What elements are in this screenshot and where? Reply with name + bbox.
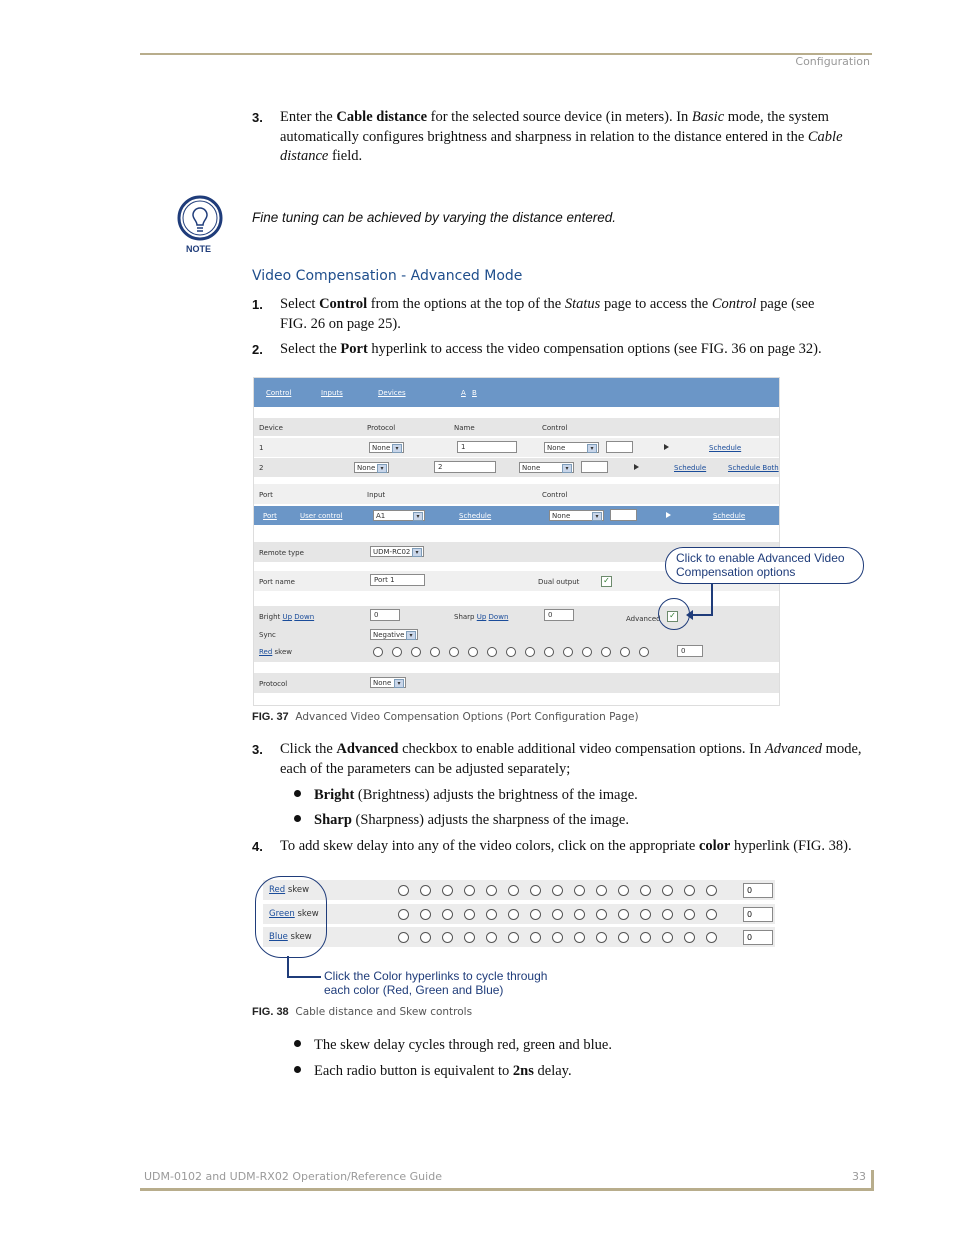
skew-radio[interactable] — [662, 885, 673, 896]
step-3-text: Enter the Cable distance for the selected source device (in meters). In Basic mode, the system automatically configures brightness and sharpness in relation to the distance entered in the Cable distance field. — [280, 109, 843, 164]
footer-title: UDM-0102 and UDM-RX02 Operation/Reference Guide — [144, 1170, 442, 1183]
skew-radio[interactable] — [530, 909, 541, 920]
chevron-down-icon: ▾ — [587, 444, 597, 453]
skew-label: Red skew — [269, 885, 310, 895]
skew-radio[interactable] — [574, 885, 585, 896]
skew-radio[interactable] — [544, 647, 554, 657]
skew-radio[interactable] — [662, 909, 673, 920]
skew-radio[interactable] — [582, 647, 592, 657]
chevron-down-icon: ▾ — [562, 464, 572, 473]
chevron-down-icon: ▾ — [413, 512, 423, 521]
skew-radio[interactable] — [398, 909, 409, 920]
bright-sharp-row — [254, 606, 779, 626]
device-name-input[interactable]: 1 — [457, 441, 517, 453]
device-name-input[interactable]: 2 — [434, 461, 496, 473]
blue-link[interactable]: Blue — [269, 932, 288, 942]
note-icon-label: NOTE — [186, 244, 212, 254]
skew-radio[interactable] — [430, 647, 440, 657]
sharp-label: Sharp Up Down — [454, 613, 509, 621]
skew-radio[interactable] — [596, 932, 607, 943]
skew-label: Green skew — [269, 909, 319, 919]
protocol-select[interactable]: None ▾ — [369, 442, 404, 453]
skew-radio[interactable] — [640, 909, 651, 920]
remote-type-select[interactable]: UDM-RC02 ▾ — [370, 546, 424, 557]
skew-radio[interactable] — [684, 885, 695, 896]
skew-radio[interactable] — [620, 647, 630, 657]
skew-radio[interactable] — [442, 932, 453, 943]
skew-radio[interactable] — [552, 885, 563, 896]
step-number: 1. — [252, 297, 263, 312]
arrow-left-icon — [686, 610, 693, 620]
col-name: Name — [454, 424, 475, 432]
callout-connector — [711, 583, 713, 615]
bullet-item: Bright (Brightness) adjusts the brightness of the image. — [294, 786, 638, 805]
skew-radio[interactable] — [392, 647, 402, 657]
skew-radio[interactable] — [684, 932, 695, 943]
device-id: 1 — [259, 444, 264, 452]
skew-radio[interactable] — [486, 909, 497, 920]
skew-radio[interactable] — [530, 932, 541, 943]
skew-radio[interactable] — [530, 885, 541, 896]
skew-row-red — [263, 880, 775, 901]
control-value-input[interactable] — [581, 461, 608, 473]
schedule-both-link[interactable]: Schedule Both — [728, 464, 779, 472]
step-2-text: Select the Port hyperlink to access the video compensation options (see FIG. 36 on page 32). — [280, 341, 822, 357]
nav-inputs-link[interactable]: Inputs — [321, 389, 343, 397]
protocol-label: Protocol — [259, 680, 288, 688]
device-row — [254, 458, 779, 477]
protocol-row — [254, 673, 779, 693]
skew-radio[interactable] — [684, 909, 695, 920]
skew-radio[interactable] — [552, 932, 563, 943]
skew-row-green — [263, 904, 775, 925]
skew-radio[interactable] — [486, 932, 497, 943]
input-select[interactable]: A1 ▾ — [373, 510, 425, 521]
skew-radio[interactable] — [464, 932, 475, 943]
chevron-down-icon: ▾ — [412, 548, 422, 557]
skew-radio[interactable] — [618, 909, 629, 920]
port-link[interactable]: Port — [263, 512, 277, 520]
skew-row-blue — [263, 927, 775, 948]
chevron-down-icon: ▾ — [406, 631, 416, 640]
sync-row — [254, 626, 779, 643]
nav-control-link[interactable]: Control — [266, 389, 292, 397]
col-device: Device — [259, 424, 283, 432]
port-header-row — [254, 484, 779, 504]
note-text: Fine tuning can be achieved by varying the distance entered. — [252, 210, 616, 225]
skew-radio[interactable] — [449, 647, 459, 657]
nav-b-link[interactable]: B — [472, 389, 477, 397]
bright-up-link[interactable]: Up — [282, 613, 293, 621]
skew-radio[interactable] — [508, 932, 519, 943]
advanced-callout: Click to enable Advanced Video Compensation options — [665, 547, 864, 584]
skew-radio[interactable] — [420, 909, 431, 920]
chevron-down-icon: ▾ — [392, 444, 402, 453]
sharp-down-link[interactable]: Down — [488, 613, 509, 621]
nav-devices-link[interactable]: Devices — [378, 389, 406, 397]
control-select[interactable]: None ▾ — [544, 442, 599, 453]
bright-down-link[interactable]: Down — [294, 613, 315, 621]
skew-radio[interactable] — [508, 885, 519, 896]
figure-caption: FIG. 37 Advanced Video Compensation Options (Port Configuration Page) — [252, 711, 639, 723]
port-row — [254, 506, 779, 525]
nav-a-link[interactable]: A — [461, 389, 466, 397]
section-title: Video Compensation - Advanced Mode — [252, 268, 523, 284]
skew-radio[interactable] — [442, 909, 453, 920]
advanced-checkbox[interactable]: ✓ — [667, 611, 678, 622]
red-skew-input[interactable]: 0 — [677, 645, 703, 657]
skew-radio[interactable] — [601, 647, 611, 657]
skew-radio[interactable] — [411, 647, 421, 657]
play-icon[interactable] — [634, 464, 639, 470]
schedule-link[interactable]: Schedule — [459, 512, 492, 520]
schedule-link[interactable]: Schedule — [713, 512, 746, 520]
control-value-input[interactable] — [610, 509, 637, 521]
skew-radio[interactable] — [639, 647, 649, 657]
device-header-row — [254, 418, 779, 436]
skew-radio[interactable] — [640, 885, 651, 896]
skew-radio[interactable] — [398, 932, 409, 943]
skew-radio[interactable] — [618, 932, 629, 943]
red-link[interactable]: Red — [269, 885, 286, 895]
color-links-highlight — [255, 876, 327, 958]
green-link[interactable]: Green — [269, 909, 295, 919]
header-section: Configuration — [795, 55, 870, 68]
port-name-label: Port name — [259, 578, 295, 586]
color-links-callout: Click the Color hyperlinks to cycle through each color (Red, Green and Blue) — [324, 969, 548, 997]
skew-radio[interactable] — [398, 885, 409, 896]
chevron-down-icon: ▾ — [377, 464, 387, 473]
control-value-input[interactable] — [606, 441, 633, 453]
skew-radio[interactable] — [373, 647, 383, 657]
skew-radio[interactable] — [706, 932, 717, 943]
skew-radio[interactable] — [706, 885, 717, 896]
step-3b-text: Click the Advanced checkbox to enable additional video compensation options. In Advanced mode, each of the parameters can be adjusted separately; — [280, 741, 862, 777]
remote-type-label: Remote type — [259, 549, 304, 557]
dual-output-label: Dual output — [538, 578, 580, 586]
skew-radio[interactable] — [468, 647, 478, 657]
skew-radio[interactable] — [420, 885, 431, 896]
skew-radio[interactable] — [618, 885, 629, 896]
schedule-link[interactable]: Schedule — [709, 444, 742, 452]
step-1-text: Select Control from the options at the top of the Status page to access the Control page (see FIG. 26 on page 25). — [280, 296, 815, 332]
step-number: 2. — [252, 342, 263, 357]
bullet-item: Sharp (Sharpness) adjusts the sharpness of the image. — [294, 811, 629, 830]
sync-label: Sync — [259, 631, 276, 639]
device-row — [254, 438, 779, 457]
skew-radio[interactable] — [596, 885, 607, 896]
port-config-screenshot — [253, 377, 780, 706]
bright-input[interactable]: 0 — [370, 609, 400, 621]
bright-label: Bright Up Down — [259, 613, 315, 621]
skew-radio[interactable] — [442, 885, 453, 896]
bullet-item: Each radio button is equivalent to 2ns delay. — [294, 1062, 572, 1081]
figure-caption: FIG. 38 Cable distance and Skew controls — [252, 1006, 473, 1018]
skew-radio[interactable] — [574, 909, 585, 920]
skew-label: Blue skew — [269, 932, 312, 942]
skew-value-input[interactable]: 0 — [743, 907, 773, 922]
red-skew-label: Red skew — [259, 648, 293, 656]
advanced-label: Advanced — [626, 615, 661, 623]
skew-radio[interactable] — [464, 909, 475, 920]
callout-connector — [692, 614, 713, 616]
control-select[interactable]: None ▾ — [519, 462, 574, 473]
skew-radio[interactable] — [487, 647, 497, 657]
col-port: Port — [259, 491, 273, 499]
skew-radio[interactable] — [574, 932, 585, 943]
col-control: Control — [542, 424, 568, 432]
callout-connector — [287, 956, 289, 977]
col-control: Control — [542, 491, 568, 499]
skew-radio[interactable] — [640, 932, 651, 943]
play-icon[interactable] — [666, 512, 671, 518]
col-input: Input — [367, 491, 386, 499]
skew-radio[interactable] — [706, 909, 717, 920]
skew-radio[interactable] — [464, 885, 475, 896]
sharp-up-link[interactable]: Up — [476, 613, 487, 621]
callout-connector — [287, 976, 321, 978]
dual-output-checkbox[interactable]: ✓ — [601, 576, 612, 587]
header-rule — [140, 53, 872, 55]
footer-rule — [871, 1170, 874, 1191]
skew-radio[interactable] — [508, 909, 519, 920]
skew-radio[interactable] — [525, 647, 535, 657]
skew-radio[interactable] — [420, 932, 431, 943]
skew-radio[interactable] — [662, 932, 673, 943]
user-control-link[interactable]: User control — [300, 512, 343, 520]
page-number: 33 — [852, 1170, 866, 1183]
device-id: 2 — [259, 464, 264, 472]
control-select[interactable]: None ▾ — [549, 510, 604, 521]
skew-radio[interactable] — [506, 647, 516, 657]
protocol-select[interactable]: None ▾ — [354, 462, 389, 473]
red-link[interactable]: Red — [259, 648, 273, 656]
skew-value-input[interactable]: 0 — [743, 930, 773, 945]
protocol-select[interactable]: None ▾ — [370, 677, 406, 688]
port-name-input[interactable]: Port 1 — [370, 574, 425, 586]
step-number: 3. — [252, 742, 263, 757]
skew-radio[interactable] — [563, 647, 573, 657]
skew-radio[interactable] — [486, 885, 497, 896]
sharp-input[interactable]: 0 — [544, 609, 574, 621]
skew-radio[interactable] — [552, 909, 563, 920]
col-protocol: Protocol — [367, 424, 396, 432]
skew-radio[interactable] — [596, 909, 607, 920]
schedule-link[interactable]: Schedule — [674, 464, 707, 472]
nav-bar — [254, 378, 779, 407]
chevron-down-icon: ▾ — [592, 512, 602, 521]
sync-select[interactable]: Negative ▾ — [370, 629, 418, 640]
step-number: 3. — [252, 110, 263, 125]
skew-value-input[interactable]: 0 — [743, 883, 773, 898]
footer-rule — [140, 1188, 874, 1191]
bullet-item: The skew delay cycles through red, green and blue. — [294, 1036, 612, 1055]
play-icon[interactable] — [664, 444, 669, 450]
step-4-text: To add skew delay into any of the video colors, click on the appropriate color hyperlink (FIG. 38). — [280, 838, 852, 854]
red-skew-row — [254, 643, 779, 662]
step-number: 4. — [252, 839, 263, 854]
chevron-down-icon: ▾ — [394, 679, 404, 688]
